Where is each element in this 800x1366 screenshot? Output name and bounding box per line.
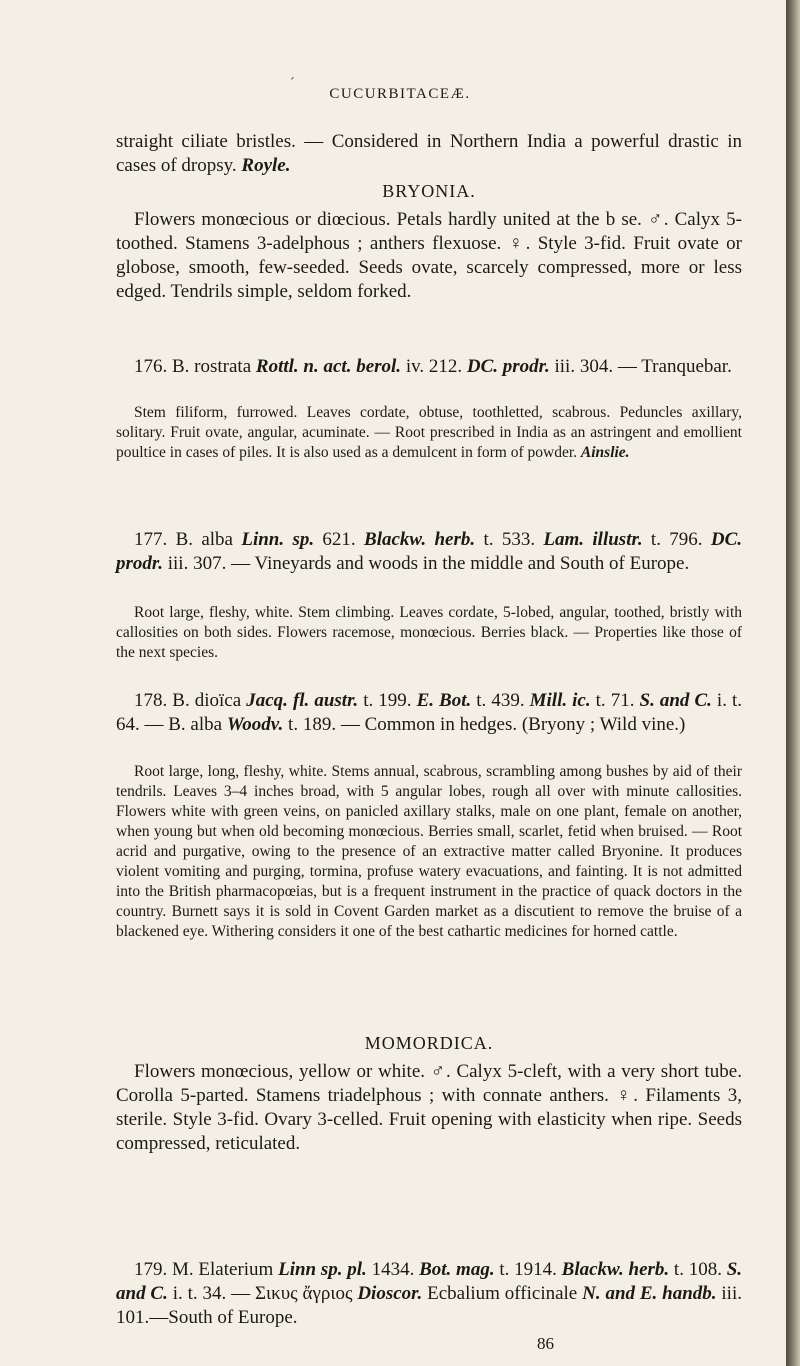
paragraph-continuation: straight ciliate bristles. — Considered in Northern India a powerful drastic in cases of dropsy. Royle. [116,131,742,176]
species-entry-179: 179. M. Elaterium Linn sp. pl. 1434. Bot. mag. t. 1914. Blackw. herb. t. 108. S. and C. i. t. 34. — Σικυς ἄγριος Dioscor. Ecbalium officinale N. and E. handb. iii. 101.—South of Europe. [116,1259,743,1328]
species-notes-176: Stem filiform, furrowed. Leaves cordate, obtuse, toothletted, scabrous. Peduncles axillary, solitary. Fruit ovate, angular, acuminate. — Root prescribed in India as an astringent and emollient poultice in cases of piles. It is also used as a demulcent in form of powder. Ainslie. [116,404,742,461]
species-entry-177: 177. B. alba Linn. sp. 621. Blackw. herb. t. 533. Lam. illustr. t. 796. DC. prodr. iii. 307. — Vineyards and woods in the middle and South of Europe. [116,529,743,574]
page-edge-shadow [786,0,800,1366]
genus-description-momordica: Flowers monœcious, yellow or white. ♂. Calyx 5-cleft, with a very short tube. Corolla 5-parted. Stamens triadelphous ; with connate anthers. ♀. Filaments 3, sterile. Style 3-fid. Ovary 3-celled. Fruit opening with elasticity when ripe. Seeds compressed, reticulated. [116,1061,742,1154]
species-notes-178: Root large, long, fleshy, white. Stems annual, scabrous, scrambling among bushes by aid of their tendrils. Leaves 3–4 inches broad, with 5 angular lobes, rough all over with minute callosities. Flowers white with green veins, on panicled axillary stalks, male on one plant, female on another, when young but when old becoming monœcious. Berries small, scarlet, fetid when bruised. — Root acrid and purgative, owing to the presence of an extractive matter called Bryonine. It produces violent vomiting and purging, tormina, profuse watery evacuations, and fainting. It is not admitted into the British pharmacopœias, but is a frequent instrument in the practice of quack doctors in the country. Burnett says it is sold in Covent Garden market as a discutient to remove the bruise of a blackened eye. Withering considers it one of the best cathartic medicines for horned cattle. [116,763,742,940]
genus-heading-momordica: MOMORDICA. [364,1033,494,1053]
running-head [250,76,550,103]
genus-heading-bryonia: BRYONIA. [382,181,476,201]
page-number: 86 [537,1334,554,1353]
genus-description-bryonia: Flowers monœcious or diœcious. Petals hardly united at the b se. ♂. Calyx 5-toothed. Stamens 3-adelphous ; anthers flexuose. ♀. Style 3-fid. Fruit ovate or globose, smooth, few-seeded. Seeds ovate, scarcely compressed, more or less edged. Tendrils simple, seldom forked. [116,209,742,302]
species-entry-178: 178. B. dioïca Jacq. fl. austr. t. 199. E. Bot. t. 439. Mill. ic. t. 71. S. and C. i. t. 64. — B. alba Woodv. t. 189. — Common in hedges. (Bryony ; Wild vine.) [116,690,743,735]
species-entry-176: 176. B. rostrata Rottl. n. act. berol. iv. 212. DC. prodr. iii. 304. — Tranquebar. [134,356,732,377]
species-notes-177: Root large, fleshy, white. Stem climbing. Leaves cordate, 5-lobed, angular, toothed, bristly with callosities on both sides. Flowers racemose, monœcious. Berries black. — Properties like those of the next species. [116,604,742,661]
running-head-mark: ´ [290,76,297,91]
running-head-text: CUCURBITACEÆ. [329,86,471,102]
